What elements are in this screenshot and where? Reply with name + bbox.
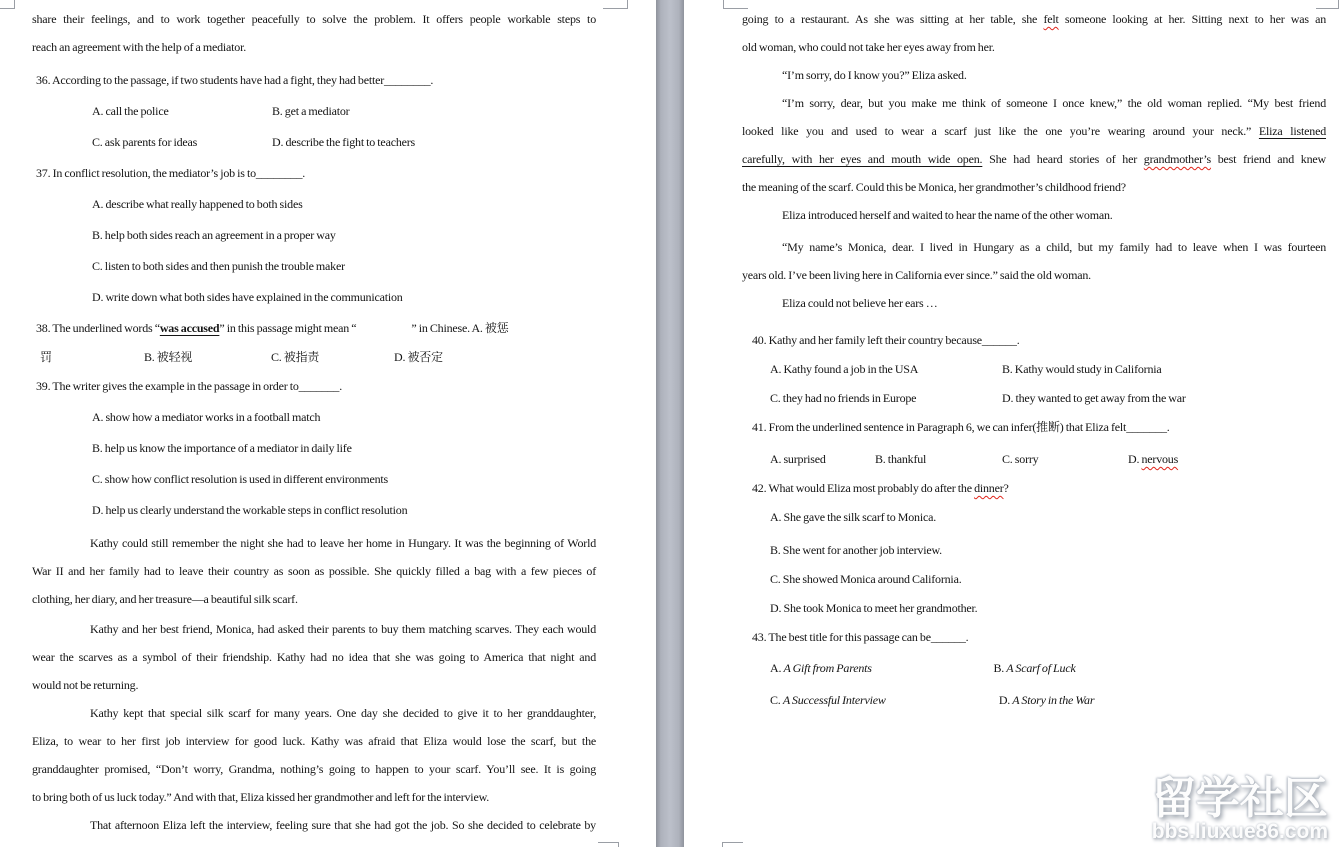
text-line — [32, 96, 596, 127]
text-segment: C. ask parents for ideas — [92, 135, 198, 149]
text-segment: old woman, who could not take her eyes away from her. — [742, 40, 995, 54]
text-line — [32, 671, 596, 699]
text-segment: Eliza introduced herself and waited to hear the name of the other woman. — [782, 208, 1113, 222]
underlined-text: carefully, with her eyes and mouth wide open. — [742, 152, 983, 166]
watermark-url: bbs.liuxue86.com — [1151, 820, 1328, 843]
text-segment: C. they had no friends in Europe — [770, 391, 917, 405]
text-segment: 41. From the underlined sentence in Paragraph 6, we can infer(推断) that Eliza felt_______. — [752, 420, 1170, 434]
text-boundary-mark — [1316, 0, 1339, 9]
text-line — [742, 61, 1326, 89]
text-segment: B. — [993, 661, 1007, 675]
text-segment: clothing, her diary, and her treasure—a beautiful silk scarf. — [32, 592, 298, 606]
text-segment: War II and her family had to leave their country as soon as possible. She quickly filled a bag with a few pieces of — [32, 564, 596, 578]
text-segment: ? — [1003, 481, 1009, 495]
text-line — [32, 464, 596, 495]
text-line — [742, 89, 1326, 117]
underlined-text: was accused — [159, 321, 220, 335]
text-segment: A. — [770, 661, 784, 675]
text-line — [742, 474, 1326, 503]
text-segment: D. She took Monica to meet her grandmother. — [770, 601, 978, 615]
text-line — [742, 536, 1326, 565]
text-segment: 43. The best title for this passage can be______. — [752, 630, 969, 644]
text-segment: C. listen to both sides and then punish the trouble maker — [92, 259, 345, 273]
text-line — [742, 384, 1326, 413]
text-line — [742, 445, 1326, 474]
text-line — [32, 529, 596, 557]
text-line — [742, 413, 1326, 442]
text-segment: A. Kathy found a job in the USA — [770, 362, 919, 376]
misspelled-text: dinner — [974, 481, 1004, 495]
text-line — [742, 261, 1326, 289]
page-right — [684, 0, 1340, 847]
text-line — [742, 623, 1326, 652]
text-boundary-mark — [0, 0, 15, 9]
text-segment: going to a restaurant. As she was sitting at her table, she — [742, 12, 1044, 26]
text-segment: A Story in the War — [1012, 693, 1095, 707]
text-line — [742, 594, 1326, 623]
text-segment: Kathy kept that special silk scarf for many years. One day she decided to give it to her granddaughter, — [90, 706, 596, 720]
text-segment: reach an agreement with the help of a mediator. — [32, 40, 247, 54]
text-segment: C. — [770, 693, 783, 707]
text-line — [742, 5, 1326, 33]
text-segment: D. 被否定 — [394, 350, 443, 364]
misspelled-text: felt — [1043, 12, 1059, 26]
text-segment: Eliza could not believe her ears … — [782, 296, 938, 310]
text-segment: B. help both sides reach an agreement in a proper way — [92, 228, 336, 242]
text-line — [742, 355, 1326, 384]
text-segment: 38. The underlined words “ — [36, 321, 160, 335]
text-segment: A Gift from Parents — [783, 661, 872, 675]
text-line — [32, 251, 596, 282]
text-segment: D. they wanted to get away from the war — [1002, 391, 1186, 405]
underlined-text: Eliza listened — [1258, 124, 1327, 138]
text-segment: A Successful Interview — [782, 693, 886, 707]
text-line — [32, 33, 596, 61]
text-line — [742, 117, 1326, 145]
text-segment: She had heard stories of her — [982, 152, 1144, 166]
text-line — [32, 783, 596, 811]
text-segment: That afternoon Eliza left the interview, feeling sure that she had got the job. So she decided to celebrate by — [90, 818, 596, 832]
text-segment: wear the scarves as a symbol of their friendship. Kathy had no idea that she was going to America that night and — [32, 650, 596, 664]
text-line — [742, 173, 1326, 201]
text-segment: 37. In conflict resolution, the mediator’s job is to________. — [36, 166, 306, 180]
text-segment: best friend and knew — [1210, 152, 1326, 166]
text-segment: A Scarf of Luck — [1006, 661, 1076, 675]
text-segment: “I’m sorry, do I know you?” Eliza asked. — [782, 68, 967, 82]
text-segment: Kathy could still remember the night she had to leave her home in Hungary. It was the beginning of World — [90, 536, 596, 550]
text-line — [742, 326, 1326, 355]
text-line — [32, 282, 596, 313]
text-segment: D. describe the fight to teachers — [272, 135, 416, 149]
text-segment: C. sorry — [1002, 452, 1039, 466]
text-boundary-mark — [603, 0, 628, 9]
text-segment: B. 被轻视 — [144, 350, 193, 364]
text-segment: would not be returning. — [32, 678, 139, 692]
text-segment: C. 被指责 — [271, 350, 320, 364]
text-line — [32, 811, 596, 839]
text-segment: B. She went for another job interview. — [770, 543, 942, 557]
text-line — [32, 433, 596, 464]
text-segment: years old. I’ve been living here in California ever since.” said the old woman. — [742, 268, 1091, 282]
text-segment: B. help us know the importance of a mediator in daily life — [92, 441, 352, 455]
text-segment: A. call the police — [92, 104, 169, 118]
text-segment: 40. Kathy and her family left their country because______. — [752, 333, 1020, 347]
text-line — [32, 220, 596, 251]
text-line — [32, 495, 596, 526]
text-segment: D. help us clearly understand the workable steps in conflict resolution — [92, 503, 408, 517]
text-segment: someone looking at her. Sitting next to her was an — [1058, 12, 1326, 26]
text-segment: 罚 — [40, 350, 52, 364]
text-line — [742, 33, 1326, 61]
text-segment: the meaning of the scarf. Could this be Monica, her grandmother’s childhood friend? — [742, 180, 1126, 194]
text-segment: “My name’s Monica, dear. I lived in Hungary as a child, but my family had to leave when I was fourteen — [782, 240, 1326, 254]
page-right-text-column — [742, 5, 1326, 715]
text-segment: looked like you and used to wear a scarf just like the one you’re wearing around your neck.” — [742, 124, 1259, 138]
text-line — [32, 313, 596, 344]
text-boundary-mark — [723, 0, 748, 9]
text-segment: D. write down what both sides have explained in the communication — [92, 290, 403, 304]
text-line — [32, 727, 596, 755]
text-segment: ” in this passage might mean “ — [219, 321, 357, 335]
text-line — [32, 755, 596, 783]
text-line — [742, 201, 1326, 229]
text-line — [32, 615, 596, 643]
text-line — [742, 503, 1326, 532]
page-left-text-column — [32, 5, 596, 839]
text-segment: C. show how conflict resolution is used in different environments — [92, 472, 388, 486]
text-boundary-mark — [598, 842, 619, 847]
text-line — [32, 402, 596, 433]
text-line — [742, 654, 1326, 683]
text-boundary-mark — [722, 842, 743, 847]
text-segment: A. describe what really happened to both sides — [92, 197, 303, 211]
text-line — [742, 289, 1326, 317]
text-line — [32, 585, 596, 613]
misspelled-text: nervous — [1141, 452, 1179, 466]
text-line — [32, 158, 596, 189]
text-segment: A. show how a mediator works in a football match — [92, 410, 321, 424]
text-line — [742, 145, 1326, 173]
text-line — [32, 189, 596, 220]
text-segment: Kathy and her best friend, Monica, had asked their parents to buy them matching scarves. They each would — [90, 622, 596, 636]
text-segment: D. — [998, 693, 1013, 707]
text-segment: B. thankful — [875, 452, 927, 466]
text-segment: 42. What would Eliza most probably do after the — [752, 481, 975, 495]
text-segment: “I’m sorry, dear, but you make me think of someone I once knew,” the old woman replied. “My best friend — [782, 96, 1326, 110]
page-left — [0, 0, 656, 847]
text-segment: B. Kathy would study in California — [1002, 362, 1162, 376]
page-gutter — [656, 0, 684, 847]
text-line — [32, 371, 596, 402]
watermark-logo: 留学社区 — [1151, 774, 1328, 823]
misspelled-text: grandmother’s — [1143, 152, 1211, 166]
text-segment: A. She gave the silk scarf to Monica. — [770, 510, 937, 524]
text-segment: ” in Chinese. A. 被惩 — [411, 321, 509, 335]
text-segment: 36. According to the passage, if two students have had a fight, they had better________. — [36, 73, 434, 87]
text-segment: C. She showed Monica around California. — [770, 572, 962, 586]
text-line — [32, 643, 596, 671]
text-line — [742, 686, 1326, 715]
text-segment: to bring both of us luck today.” And with that, Eliza kissed her grandmother and left for the interview. — [32, 790, 490, 804]
text-segment: 39. The writer gives the example in the passage in order to_______. — [36, 379, 343, 393]
text-segment: granddaughter promised, “Don’t worry, Grandma, nothing’s going to happen to your scarf. You’ll see. It is going — [32, 762, 596, 776]
text-line — [32, 557, 596, 585]
text-segment: B. get a mediator — [272, 104, 350, 118]
text-line — [32, 699, 596, 727]
text-line — [742, 233, 1326, 261]
text-segment: Eliza, to wear to her first job interview for good luck. Kathy was afraid that Eliza would lose the scarf, but the — [32, 734, 596, 748]
text-line — [32, 65, 596, 96]
text-line — [32, 344, 596, 371]
text-line — [32, 5, 596, 33]
text-segment: D. — [1128, 452, 1142, 466]
text-segment: share their feelings, and to work together peacefully to solve the problem. It offers people workable steps to — [32, 12, 596, 26]
text-line — [32, 127, 596, 158]
text-segment: A. surprised — [770, 452, 826, 466]
text-line — [742, 565, 1326, 594]
